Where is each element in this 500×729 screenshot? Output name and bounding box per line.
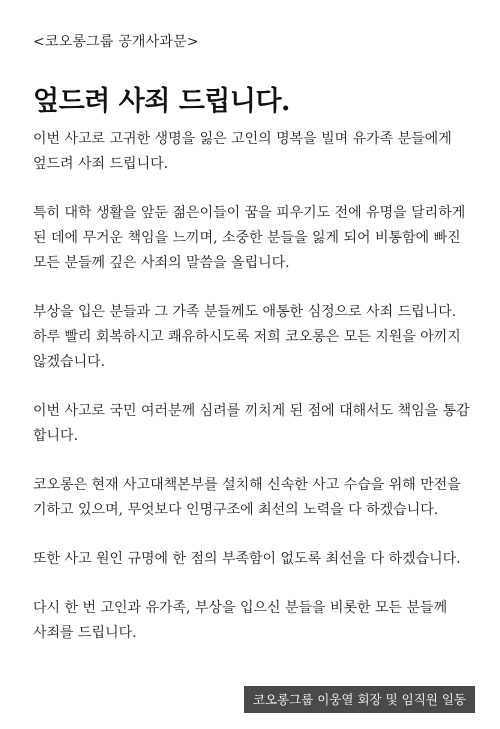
paragraph-line: 사죄를 드립니다. <box>33 625 137 641</box>
paragraph-line: 다시 한 번 고인과 유가족, 부상을 입으신 분들을 비롯한 모든 분들께 <box>33 600 448 616</box>
body-paragraph <box>33 201 473 276</box>
paragraph-line: 합니다. <box>33 428 79 444</box>
body-paragraph <box>33 399 473 449</box>
signature-badge: 코오롱그룹 이웅열 회장 및 임직원 일동 <box>244 686 475 713</box>
apology-body <box>33 127 473 670</box>
body-paragraph <box>33 547 473 572</box>
body-paragraph <box>33 473 473 523</box>
apology-title: 엎드려 사죄 드립니다. <box>33 86 290 117</box>
paragraph-line: 이번 사고로 고귀한 생명을 잃은 고인의 명복을 빌며 유가족 분들에게 <box>33 131 452 147</box>
body-paragraph <box>33 127 473 177</box>
paragraph-line: 또한 사고 원인 규명에 한 점의 부족함이 없도록 최선을 다 하겠습니다. <box>33 551 461 567</box>
paragraph-line: 된 데에 무거운 책임을 느끼며, 소중한 분들을 잃게 되어 비통함에 빠진 <box>33 230 461 246</box>
paragraph-line: 코오롱은 현재 사고대책본부를 설치해 신속한 사고 수습을 위해 만전을 <box>33 477 461 493</box>
paragraph-line: 이번 사고로 국민 여러분께 심려를 끼치게 된 점에 대해서도 책임을 통감 <box>33 403 470 419</box>
body-paragraph <box>33 300 473 375</box>
paragraph-line: 기하고 있으며, 무엇보다 인명구조에 최선의 노력을 다 하겠습니다. <box>33 502 439 518</box>
paragraph-line: 부상을 입은 분들과 그 가족 분들께도 애통한 심정으로 사죄 드립니다. <box>33 304 457 320</box>
document-header-label: <코오롱그룹 공개사과문> <box>33 34 199 50</box>
paragraph-line: 않겠습니다. <box>33 354 106 370</box>
paragraph-line: 엎드려 사죄 드립니다. <box>33 156 169 172</box>
paragraph-line: 특히 대학 생활을 앞둔 젊은이들이 꿈을 피우기도 전에 유명을 달리하게 <box>33 205 466 221</box>
paragraph-line: 하루 빨리 회복하시고 쾌유하시도록 저희 코오롱은 모든 지원을 아끼지 <box>33 329 461 345</box>
paragraph-line: 모든 분들께 깊은 사죄의 말씀을 올립니다. <box>33 255 290 271</box>
body-paragraph <box>33 596 473 646</box>
